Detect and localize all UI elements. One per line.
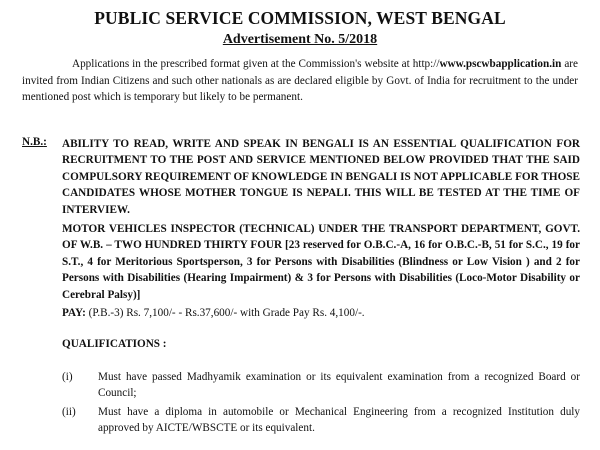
nb-text: ABILITY TO READ, WRITE AND SPEAK IN BENGALI IS AN ESSENTIAL QUALIFICATION FOR RECRUITMENT TO THE POST AND SERVICE MENTIONED BELOW PROVIDED THAT THE SAID COMPULSORY REQUIREMENT OF KNOWLEDGE IN BENGALI IS NOT APPLICABLE FOR THOSE CANDIDATES WHOSE MOTHER TONGUE IS NEPALI. THIS WILL BE TESTED AT THE TIME OF INTERVIEW. [62, 138, 580, 216]
qualification-number: (i) [62, 371, 73, 383]
website-link[interactable]: www.pscwbapplication.in [439, 58, 562, 70]
nb-colon: : [43, 136, 47, 148]
advertisement-number: Advertisement No. 5/2018 [222, 32, 378, 47]
pay-text: (P.B.-3) Rs. 7,100/- - Rs.37,600/- with Grade Pay Rs. 4,100/-. [85, 307, 365, 319]
qualification-text: Must have a diploma in automobile or Mechanical Engineering from a recognized Institution duly approved by AICTE/WBSCTE or its equivalent. [98, 406, 580, 435]
pay-line [62, 305, 580, 321]
intro-lead: Applications in the prescribed format given at the Commission's website at http:// [72, 58, 440, 70]
nb-label-wrap [22, 136, 47, 148]
intro-rest: are invited from Indian Citizens and such other nationals as are declared eligible by Govt. of India for recruitment to the under mentioned post which is temporary but likely to be permanent. [22, 58, 578, 103]
qualification-text: Must have passed Madhyamik examination or its equivalent examination from a recognized Board or Council; [98, 371, 580, 400]
pay-label: PAY: [62, 307, 86, 319]
nb-label: N.B. [22, 136, 44, 148]
intro-paragraph [22, 56, 578, 106]
document-title: PUBLIC SERVICE COMMISSION, WEST BENGAL [94, 8, 506, 28]
qualifications-heading: QUALIFICATIONS : [62, 338, 167, 350]
post-description: MOTOR VEHICLES INSPECTOR (TECHNICAL) UNDER THE TRANSPORT DEPARTMENT, GOVT. OF W.B. – TWO HUNDRED THIRTY FOUR [23 reserved for O.B.C.-A, 16 for O.B.C.-B, 51 for S.C., 19 for S.T., 4 for Meritorious Sportsperson, 3 for Persons with Disabilities (Blindness or Low Vision ) and 2 for Persons with Disabilities (Hearing Impairment) & 3 for Persons with Disabilities (Loco-Motor Disability or Cerebral Palsy)] [62, 223, 580, 301]
qualification-number: (ii) [62, 406, 76, 418]
